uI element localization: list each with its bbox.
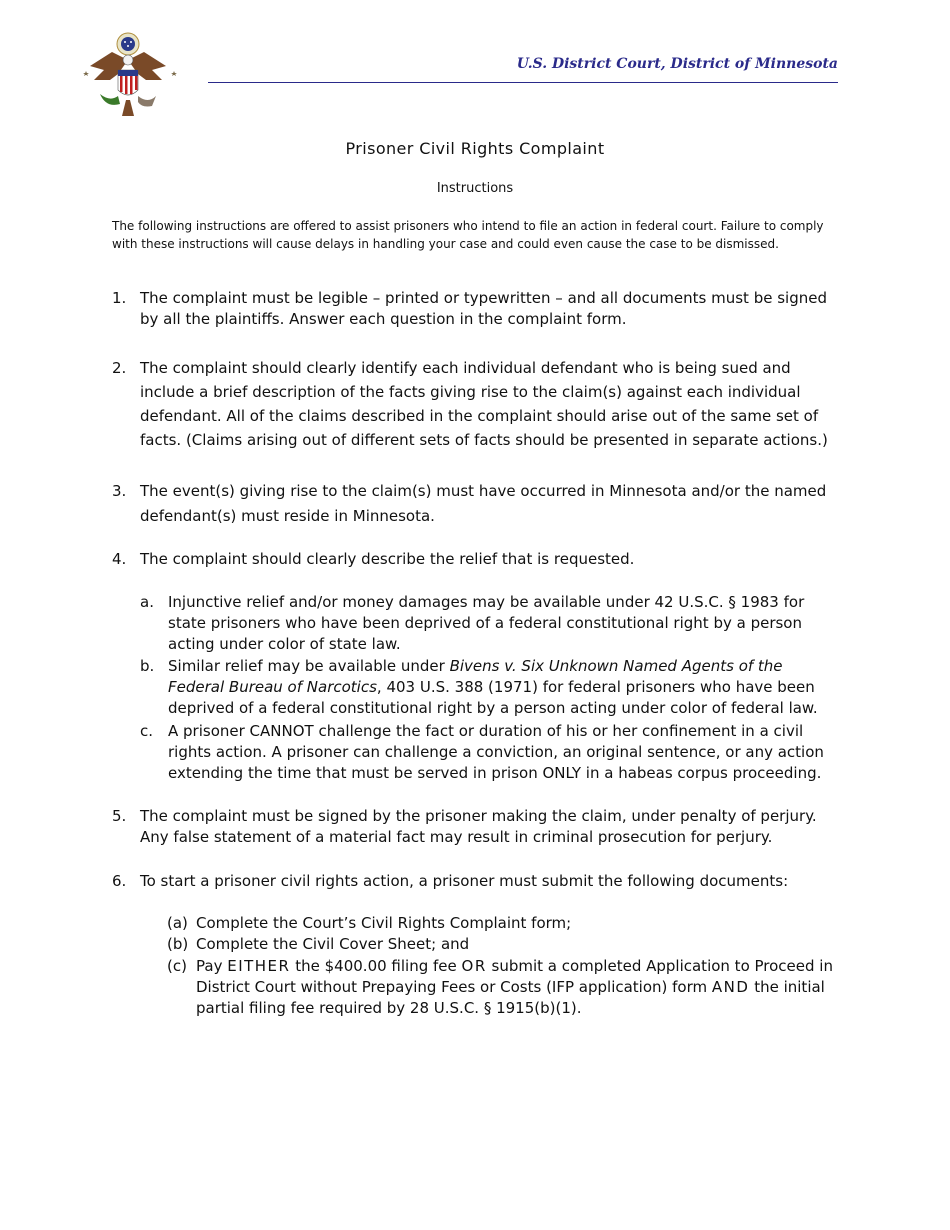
- emphasis-or: OR: [461, 957, 487, 975]
- instruction-item-1: [112, 288, 838, 330]
- item-text: The complaint must be signed by the prisoner making the claim, under penalty of perjury. Any false statement of a material fact may result in criminal prosecution for perjury.: [140, 807, 817, 846]
- item-number: 3.: [112, 482, 127, 500]
- instruction-item-4: [112, 549, 838, 570]
- item-4a: [140, 592, 840, 655]
- sub-text-post: , 403 U.S. 388 (1971) for federal prisoners who have been deprived of a federal constitutional right by a person acting under color of federal law.: [168, 678, 818, 717]
- case-name: Bivens v. Six Unknown Named Agents of the Federal Bureau of Narcotics: [168, 657, 783, 696]
- emphasis-and: AND: [711, 978, 750, 996]
- header-rule: [208, 82, 838, 83]
- sub-text-part: the $400.00 filing fee: [290, 957, 462, 975]
- page-title: Prisoner Civil Rights Complaint: [345, 139, 605, 158]
- item-text: The complaint should clearly identify each individual defendant who is being sued and include a brief description of the facts giving rise to the claim(s) against each individual defendant. All of the claims described in the complaint should arise out of the same set of facts. (Claims arising out of different sets of facts should be presented in separate actions.): [140, 359, 828, 449]
- sub-text: [168, 656, 840, 719]
- page-subtitle: Instructions: [436, 181, 514, 196]
- item-number: 1.: [112, 289, 127, 307]
- item-6b: [167, 934, 837, 955]
- emphasis-either: EITHER: [227, 957, 291, 975]
- item-number: 5.: [112, 807, 127, 825]
- instruction-item-6: [112, 871, 838, 892]
- sub-text: A prisoner CANNOT challenge the fact or duration of his or her confinement in a civil rights action. A prisoner can challenge a conviction, an original sentence, or any action extending the time that must be served in prison ONLY in a habeas corpus proceeding.: [168, 722, 824, 782]
- item-text: To start a prisoner civil rights action, a prisoner must submit the following documents:: [140, 872, 789, 890]
- item-number: 4.: [112, 550, 127, 568]
- item-6a: [167, 913, 837, 934]
- sub-text-part: submit a completed Application to Proceed in District Court without Prepaying Fees or Costs (IFP application) form: [196, 957, 833, 996]
- item-text: The complaint must be legible – printed or typewritten – and all documents must be signed by all the plaintiffs. Answer each question in the complaint form.: [140, 289, 827, 328]
- sub-text-part: Pay: [196, 957, 228, 975]
- intro-paragraph: The following instructions are offered to assist prisoners who intend to file an action in federal court. Failure to comply with these instructions will cause delays in handling your case and could even cause the case to be dismissed.: [112, 219, 824, 251]
- sub-text-part: the initial partial filing fee required by 28 U.S.C. § 1915(b)(1).: [196, 978, 825, 1017]
- sub-text: Complete the Court’s Civil Rights Complaint form;: [196, 914, 572, 932]
- court-name: U.S. District Court, District of Minnesota: [516, 56, 838, 72]
- item-4b: [140, 656, 840, 719]
- item-text: The event(s) giving rise to the claim(s) must have occurred in Minnesota and/or the named defendant(s) must reside in Minnesota.: [140, 482, 827, 525]
- sub-label: a.: [140, 593, 154, 611]
- instruction-item-5: [112, 806, 838, 848]
- sub-label: c.: [140, 722, 154, 740]
- sub-label: (c): [167, 957, 187, 975]
- instruction-item-3: [112, 479, 838, 529]
- item-text: The complaint should clearly describe the relief that is requested.: [140, 550, 635, 568]
- court-seal: [82, 30, 182, 120]
- sub-label: (b): [167, 935, 189, 953]
- sub-label: (a): [167, 914, 188, 932]
- instruction-item-2: [112, 356, 838, 452]
- sub-text: Complete the Civil Cover Sheet; and: [196, 935, 470, 953]
- item-4c: [140, 721, 840, 784]
- sub-text: [196, 956, 837, 1019]
- sub-text: Injunctive relief and/or money damages may be available under 42 U.S.C. § 1983 for state prisoners who have been deprived of a federal constitutional right by a person acting under color of state law.: [168, 593, 805, 653]
- item-number: 6.: [112, 872, 127, 890]
- item-6c: [167, 956, 837, 1019]
- sub-label: b.: [140, 657, 155, 675]
- item-number: 2.: [112, 359, 127, 377]
- sub-text-pre: Similar relief may be available under: [168, 657, 450, 675]
